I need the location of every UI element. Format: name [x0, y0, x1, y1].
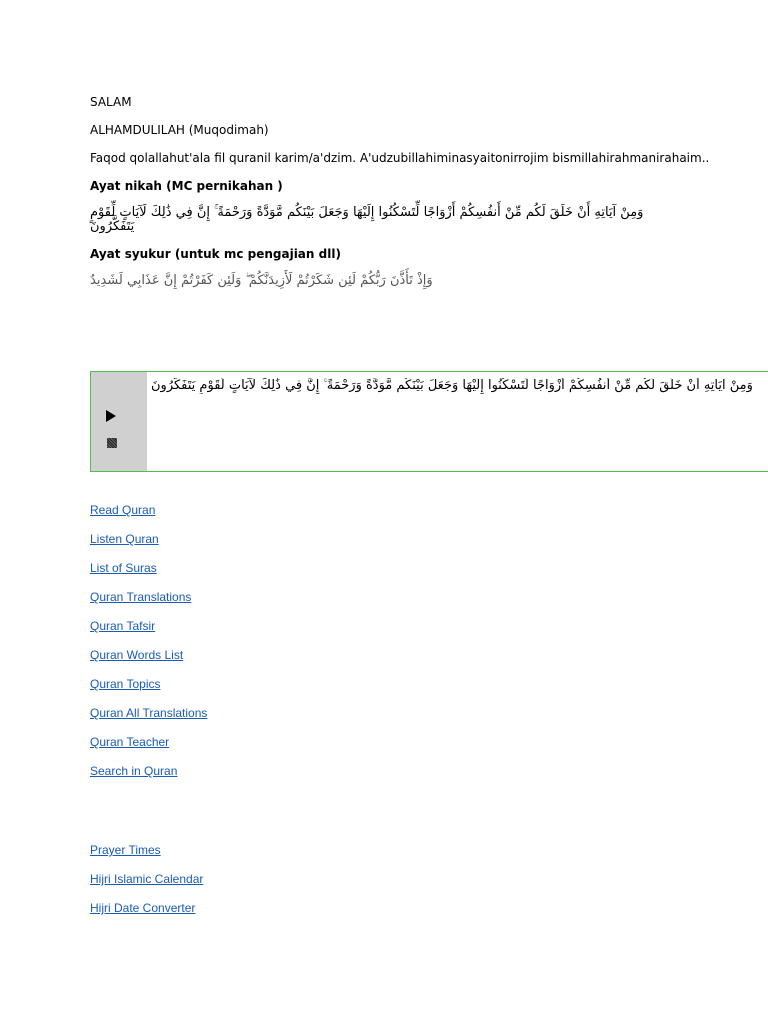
ayat-syukur-arabic: وَإِذْ تَأَذَّنَ رَبُّكُمْ لَئِن شَكَرْتُمْ لَأَزِيدَنَّكُمْ ۖ وَلَئِن كَفَرْتُمْ إِنَّ عَذَابِي لَشَدِيدٌ: [90, 273, 433, 288]
document-body: [90, 94, 768, 300]
ayat-nikah-arabic: وَمِنْ آيَاتِهِ أَنْ خَلَقَ لَكُم مِّنْ أَنفُسِكُمْ أَزْوَاجًا لِّتَسْكُنُوا إِلَيْهَا وَجَعَلَ بَيْنَكُم مَّوَدَّةً وَرَحْمَةً ۚ إِنَّ فِي ذَٰلِكَ لَآيَاتٍ لِّقَوْمٍ يَتَفَكَّرُونَ: [90, 205, 644, 234]
intro-line: Faqod qolallahut'ala fil quranil karim/a'dzim. A'udzubillahiminasyaitonirrojim bismillahirahmanirahaim..: [90, 151, 710, 165]
link-list-of-suras[interactable]: List of Suras: [90, 561, 157, 575]
link-quran-all-translations[interactable]: Quran All Translations: [90, 706, 208, 720]
ayat-nikah-title: Ayat nikah (MC pernikahan ): [90, 179, 283, 193]
link-prayer-times[interactable]: Prayer Times: [90, 843, 161, 857]
player-controls: [91, 372, 147, 471]
ayat-syukur-title: Ayat syukur (untuk mc pengajian dll): [90, 247, 341, 261]
islamic-tools-links: [90, 842, 203, 929]
stop-icon[interactable]: [107, 438, 117, 448]
salam-line: SALAM: [90, 95, 132, 109]
link-quran-teacher[interactable]: Quran Teacher: [90, 735, 170, 749]
link-listen-quran[interactable]: Listen Quran: [90, 532, 159, 546]
quran-links: [90, 502, 207, 792]
link-hijri-date-converter[interactable]: Hijri Date Converter: [90, 901, 196, 915]
alhamdulilah-line: ALHAMDULILAH (Muqodimah): [90, 123, 269, 137]
link-search-in-quran[interactable]: Search in Quran: [90, 764, 178, 778]
player-ayah-text: وَمِنْ آيَاتِهِ أَنْ خَلَقَ لَكُم مِّنْ أَنفُسِكُمْ أَزْوَاجًا لِّتَسْكُنُوا إِلَيْهَا وَجَعَلَ بَيْنَكُم مَّوَدَّةً وَرَحْمَةً ۚ إِنَّ فِي ذَٰلِكَ لَآيَاتٍ لِّقَوْمٍ يَتَفَكَّرُونَ: [151, 378, 753, 393]
link-quran-tafsir[interactable]: Quran Tafsir: [90, 619, 156, 633]
link-read-quran[interactable]: Read Quran: [90, 503, 156, 517]
link-quran-translations[interactable]: Quran Translations: [90, 590, 192, 604]
audio-player: [90, 371, 768, 472]
play-icon[interactable]: [106, 410, 116, 422]
link-quran-words-list[interactable]: Quran Words List: [90, 648, 184, 662]
link-hijri-islamic-calendar[interactable]: Hijri Islamic Calendar: [90, 872, 204, 886]
link-quran-topics[interactable]: Quran Topics: [90, 677, 161, 691]
